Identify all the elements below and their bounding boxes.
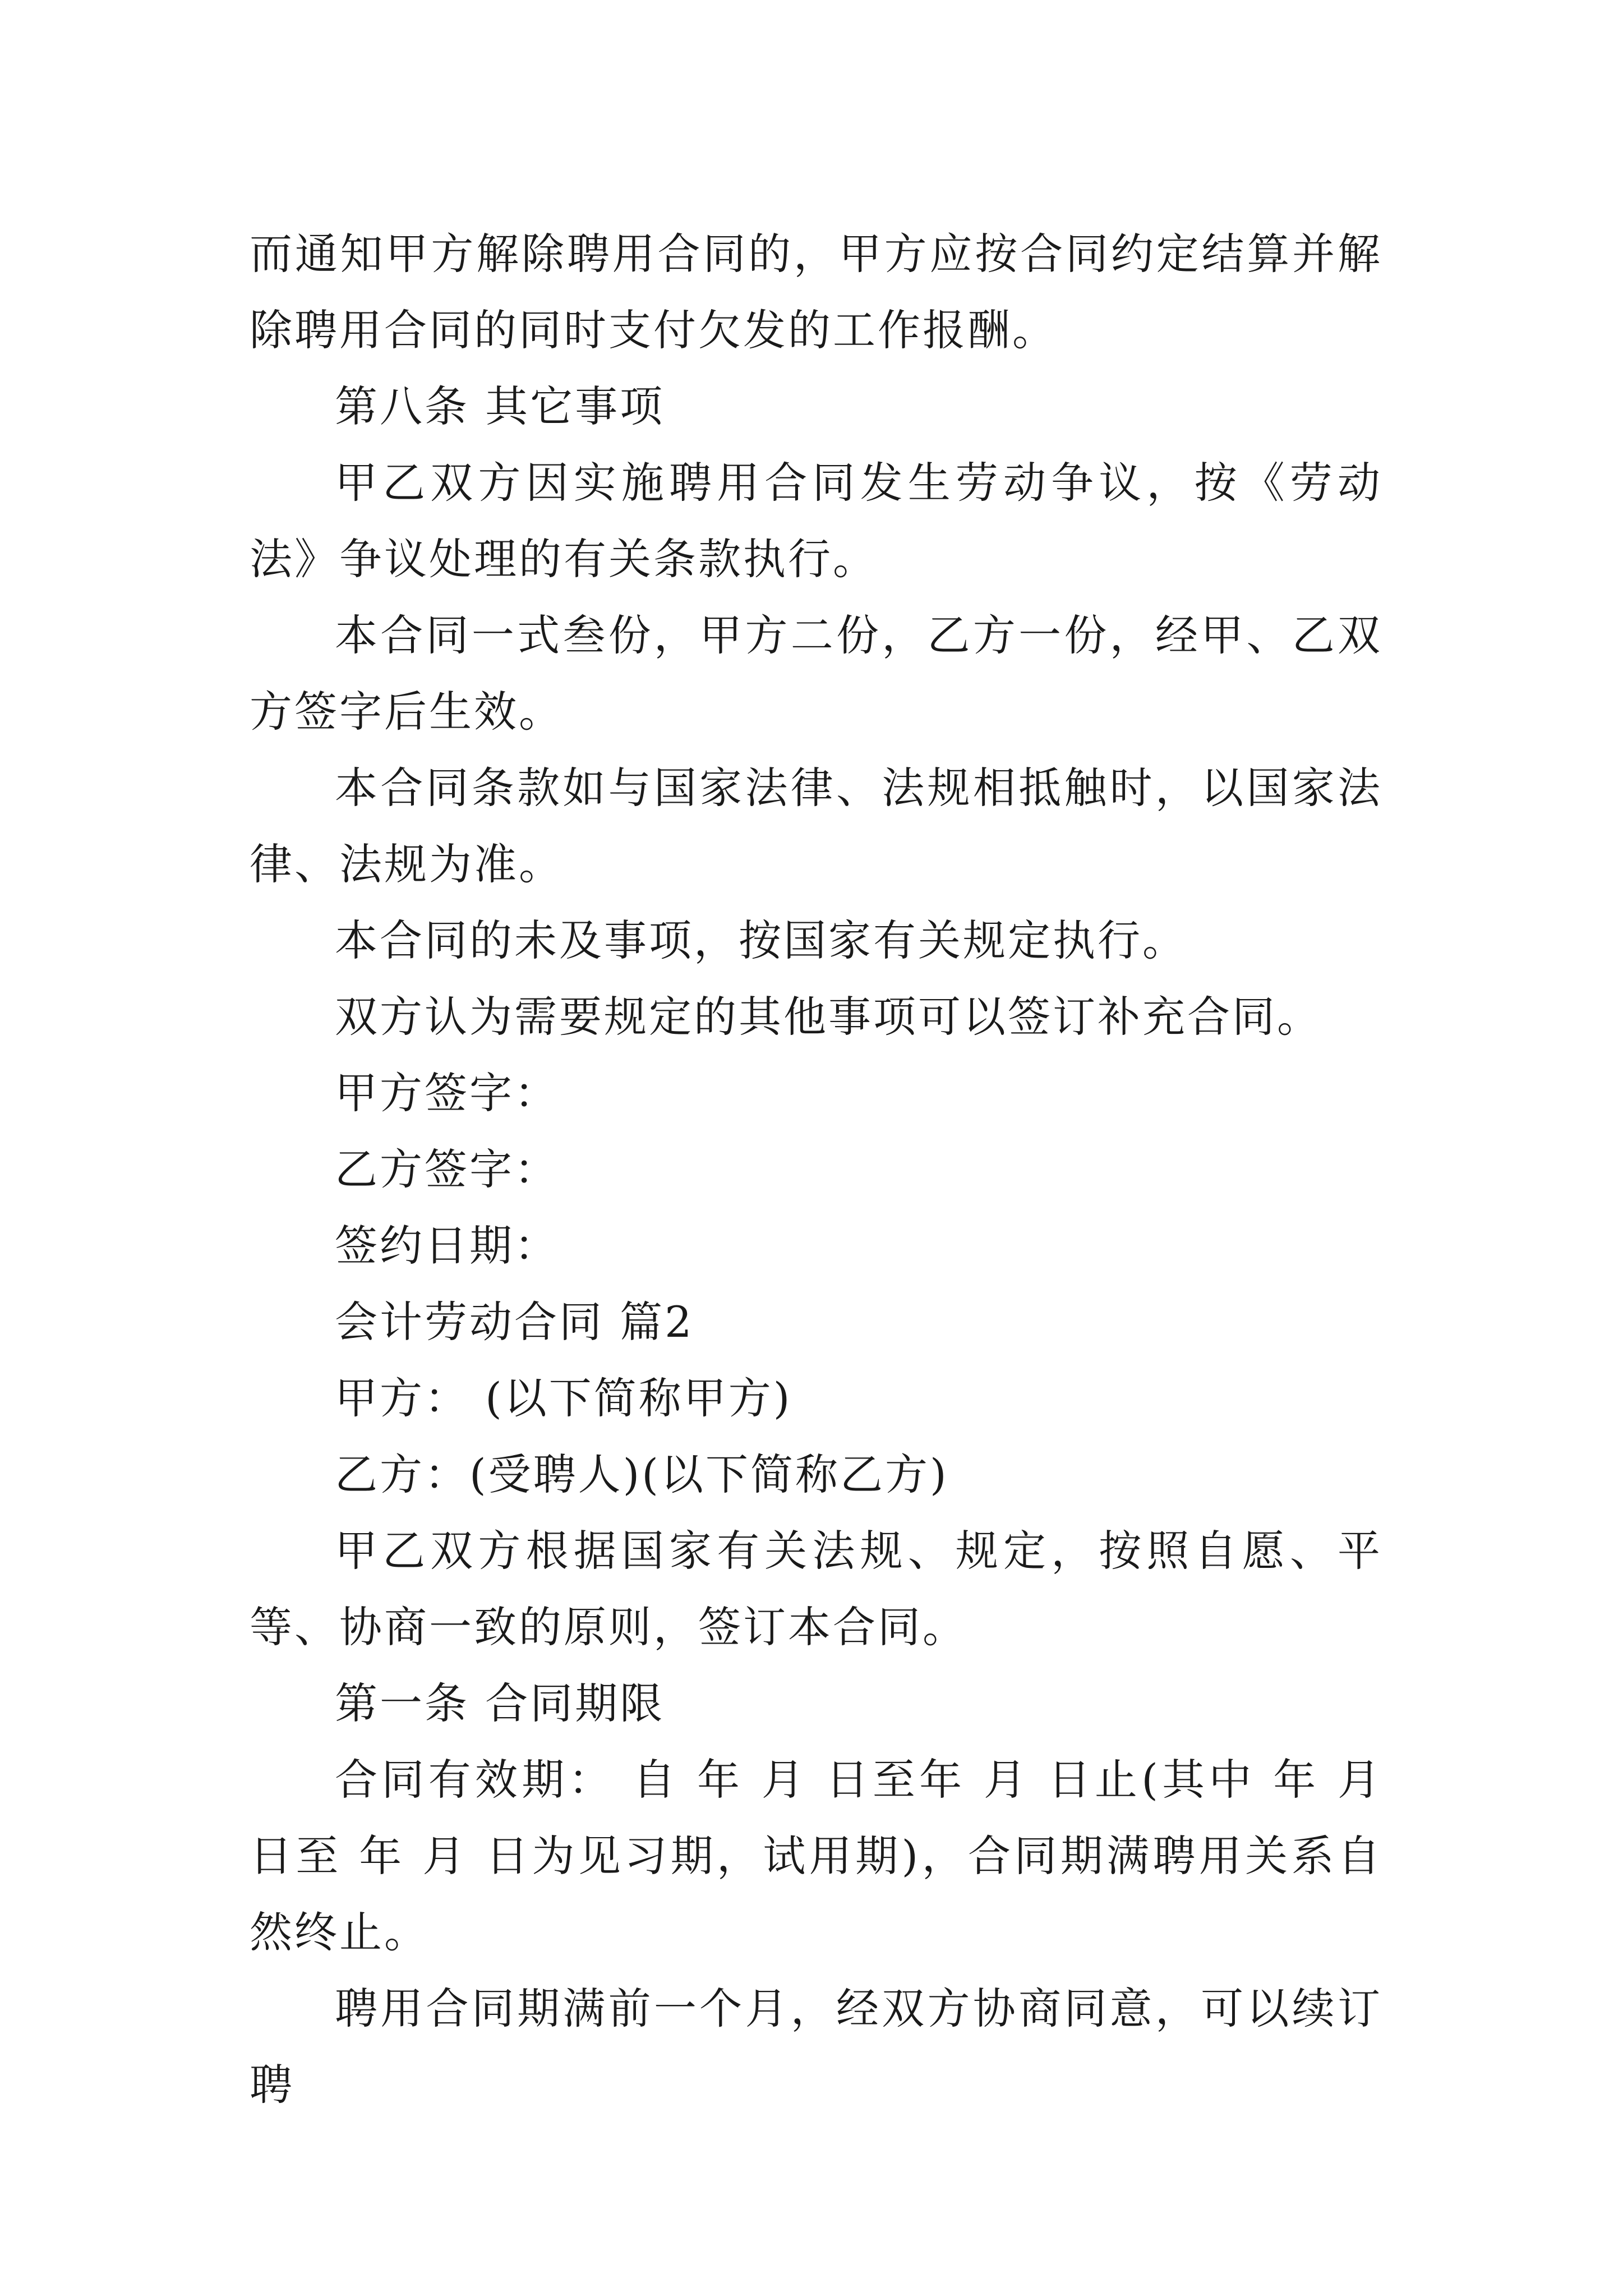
paragraph-dispute: 甲乙双方因实施聘用合同发生劳动争议，按《劳动法》争议处理的有关条款执行。	[250, 458, 1382, 584]
signing-date: 签约日期：	[335, 1221, 559, 1271]
document-body	[250, 216, 1382, 2123]
paragraph-law-conflict: 本合同条款如与国家法律、法规相抵触时，以国家法律、法规为准。	[250, 763, 1382, 889]
signature-party-a: 甲方签字：	[335, 1068, 559, 1118]
paragraph-unmentioned: 本合同的未及事项，按国家有关规定执行。	[335, 915, 1187, 965]
party-a-line: 甲方： (以下简称甲方)	[335, 1373, 792, 1423]
party-b-line: 乙方：(受聘人)(以下简称乙方)	[335, 1450, 949, 1499]
article-heading-1: 第一条 合同期限	[335, 1678, 665, 1728]
paragraph-supplement: 双方认为需要规定的其他事项可以签订补充合同。	[335, 992, 1322, 1042]
section-title: 会计劳动合同 篇2	[335, 1297, 694, 1347]
signature-party-b: 乙方签字：	[335, 1144, 559, 1194]
paragraph-continuation: 而通知甲方解除聘用合同的，甲方应按合同约定结算并解除聘用合同的同时支付欠发的工作报酬。	[250, 229, 1382, 355]
paragraph-term: 合同有效期： 自 年 月 日至年 月 日止(其中 年 月 日至 年 月 日为见习期，试用期)，合同期满聘用关系自然终止。	[250, 1755, 1382, 1957]
paragraph-renewal: 聘用合同期满前一个月，经双方协商同意，可以续订聘	[250, 1984, 1382, 2110]
article-heading-8: 第八条 其它事项	[335, 381, 665, 431]
paragraph-preamble: 甲乙双方根据国家有关法规、规定，按照自愿、平等、协商一致的原则，签订本合同。	[250, 1526, 1382, 1652]
paragraph-copies: 本合同一式叁份，甲方二份，乙方一份，经甲、乙双方签字后生效。	[250, 610, 1382, 737]
